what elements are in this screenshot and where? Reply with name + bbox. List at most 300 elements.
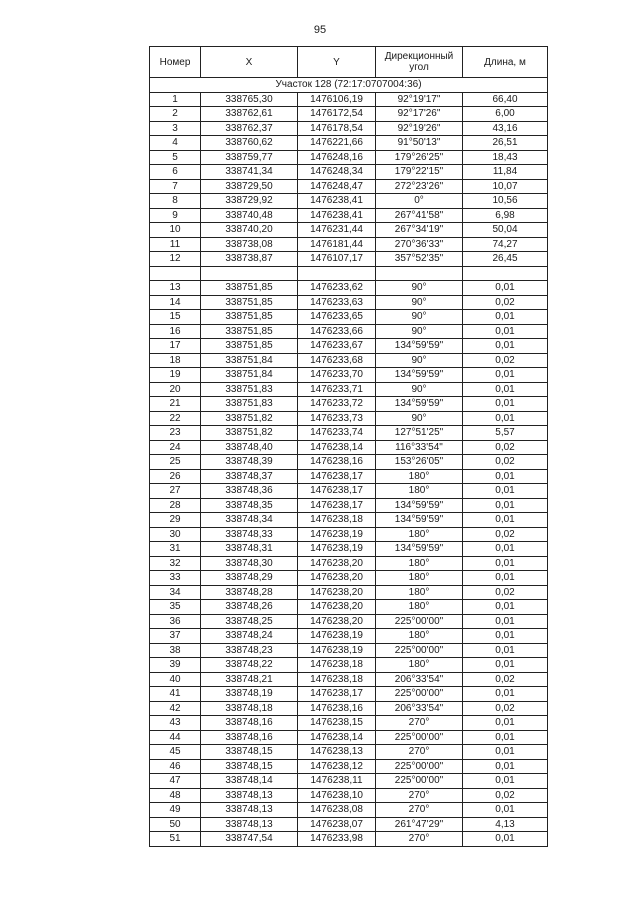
table-row — [150, 223, 548, 238]
cell-x: 338748,16 — [201, 716, 298, 731]
cell-length: 26,45 — [463, 252, 548, 267]
cell-length: 18,43 — [463, 150, 548, 165]
cell-direction: 180° — [376, 571, 463, 586]
table-row — [150, 353, 548, 368]
header-number: Номер — [150, 47, 201, 78]
cell-direction: 270° — [376, 716, 463, 731]
cell-number: 1 — [150, 92, 201, 107]
cell-number: 3 — [150, 121, 201, 136]
cell-y: 1476238,07 — [298, 817, 376, 832]
cell-direction: 270° — [376, 803, 463, 818]
cell-length: 0,01 — [463, 600, 548, 615]
cell-x: 338729,92 — [201, 194, 298, 209]
table-body — [150, 78, 548, 847]
cell-y: 1476233,66 — [298, 324, 376, 339]
cell-length: 0,01 — [463, 513, 548, 528]
header-y: Y — [298, 47, 376, 78]
table-row — [150, 339, 548, 354]
cell-x: 338747,54 — [201, 832, 298, 847]
cell-direction: 92°19'26" — [376, 121, 463, 136]
cell-direction: 180° — [376, 629, 463, 644]
table-row — [150, 600, 548, 615]
cell-y: 1476238,18 — [298, 513, 376, 528]
cell-direction: 0° — [376, 194, 463, 209]
table-row — [150, 136, 548, 151]
cell-number: 32 — [150, 556, 201, 571]
cell-direction: 225°00'00" — [376, 774, 463, 789]
cell-y: 1476238,17 — [298, 687, 376, 702]
cell-number: 20 — [150, 382, 201, 397]
cell-y: 1476248,16 — [298, 150, 376, 165]
separator-row — [150, 266, 548, 281]
cell-x: 338751,85 — [201, 310, 298, 325]
cell-direction: 127°51'25" — [376, 426, 463, 441]
empty-cell — [463, 266, 548, 281]
cell-number: 12 — [150, 252, 201, 267]
cell-x: 338748,26 — [201, 600, 298, 615]
cell-y: 1476238,19 — [298, 527, 376, 542]
cell-number: 46 — [150, 759, 201, 774]
cell-x: 338751,83 — [201, 397, 298, 412]
table-row — [150, 165, 548, 180]
cell-length: 4,13 — [463, 817, 548, 832]
cell-direction: 90° — [376, 411, 463, 426]
cell-x: 338738,87 — [201, 252, 298, 267]
cell-y: 1476238,20 — [298, 556, 376, 571]
table-row — [150, 397, 548, 412]
table-row — [150, 310, 548, 325]
cell-number: 8 — [150, 194, 201, 209]
table-row — [150, 281, 548, 296]
cell-number: 44 — [150, 730, 201, 745]
cell-direction: 90° — [376, 353, 463, 368]
table-row — [150, 107, 548, 122]
cell-length: 0,01 — [463, 556, 548, 571]
cell-length: 0,01 — [463, 469, 548, 484]
table-row — [150, 556, 548, 571]
cell-direction: 134°59'59" — [376, 498, 463, 513]
cell-y: 1476238,12 — [298, 759, 376, 774]
cell-x: 338729,50 — [201, 179, 298, 194]
cell-y: 1476238,20 — [298, 614, 376, 629]
cell-y: 1476238,14 — [298, 730, 376, 745]
header-length: Длина, м — [463, 47, 548, 78]
cell-length: 0,01 — [463, 730, 548, 745]
cell-length: 11,84 — [463, 165, 548, 180]
table-row — [150, 571, 548, 586]
cell-y: 1476238,41 — [298, 194, 376, 209]
table-row — [150, 585, 548, 600]
cell-direction: 270° — [376, 788, 463, 803]
cell-length: 10,07 — [463, 179, 548, 194]
cell-y: 1476238,19 — [298, 643, 376, 658]
coordinates-table — [149, 46, 548, 847]
cell-x: 338748,24 — [201, 629, 298, 644]
cell-x: 338740,20 — [201, 223, 298, 238]
cell-direction: 91°50'13" — [376, 136, 463, 151]
cell-direction: 270° — [376, 745, 463, 760]
table-row — [150, 150, 548, 165]
cell-direction: 206°33'54" — [376, 701, 463, 716]
cell-y: 1476172,54 — [298, 107, 376, 122]
cell-x: 338751,83 — [201, 382, 298, 397]
empty-cell — [298, 266, 376, 281]
cell-number: 25 — [150, 455, 201, 470]
cell-length: 74,27 — [463, 237, 548, 252]
cell-y: 1476233,63 — [298, 295, 376, 310]
table-row — [150, 194, 548, 209]
cell-length: 0,01 — [463, 832, 548, 847]
cell-y: 1476238,14 — [298, 440, 376, 455]
cell-x: 338762,37 — [201, 121, 298, 136]
cell-x: 338751,85 — [201, 339, 298, 354]
table-row — [150, 179, 548, 194]
cell-y: 1476231,44 — [298, 223, 376, 238]
cell-x: 338751,85 — [201, 281, 298, 296]
cell-length: 0,02 — [463, 672, 548, 687]
cell-x: 338751,82 — [201, 426, 298, 441]
cell-y: 1476233,70 — [298, 368, 376, 383]
cell-length: 0,02 — [463, 701, 548, 716]
table-row — [150, 368, 548, 383]
cell-y: 1476238,11 — [298, 774, 376, 789]
cell-length: 0,01 — [463, 571, 548, 586]
cell-length: 6,98 — [463, 208, 548, 223]
cell-number: 10 — [150, 223, 201, 238]
cell-x: 338738,08 — [201, 237, 298, 252]
cell-number: 26 — [150, 469, 201, 484]
cell-number: 7 — [150, 179, 201, 194]
table-row — [150, 701, 548, 716]
cell-number: 39 — [150, 658, 201, 673]
cell-y: 1476233,65 — [298, 310, 376, 325]
cell-direction: 179°22'15" — [376, 165, 463, 180]
table-row — [150, 774, 548, 789]
cell-number: 15 — [150, 310, 201, 325]
table-row — [150, 92, 548, 107]
table-row — [150, 542, 548, 557]
cell-y: 1476106,19 — [298, 92, 376, 107]
cell-x: 338748,22 — [201, 658, 298, 673]
cell-number: 16 — [150, 324, 201, 339]
cell-length: 0,01 — [463, 643, 548, 658]
table-row — [150, 658, 548, 673]
cell-x: 338748,25 — [201, 614, 298, 629]
cell-length: 0,01 — [463, 411, 548, 426]
cell-number: 24 — [150, 440, 201, 455]
cell-x: 338759,77 — [201, 150, 298, 165]
cell-length: 0,02 — [463, 788, 548, 803]
cell-y: 1476238,20 — [298, 571, 376, 586]
cell-y: 1476238,13 — [298, 745, 376, 760]
cell-direction: 90° — [376, 310, 463, 325]
cell-y: 1476233,74 — [298, 426, 376, 441]
cell-direction: 90° — [376, 382, 463, 397]
cell-direction: 180° — [376, 585, 463, 600]
table-row — [150, 324, 548, 339]
cell-number: 11 — [150, 237, 201, 252]
cell-x: 338748,23 — [201, 643, 298, 658]
cell-y: 1476233,72 — [298, 397, 376, 412]
cell-number: 41 — [150, 687, 201, 702]
table-row — [150, 411, 548, 426]
cell-y: 1476233,71 — [298, 382, 376, 397]
table-row — [150, 252, 548, 267]
cell-y: 1476233,73 — [298, 411, 376, 426]
table-row — [150, 484, 548, 499]
cell-direction: 272°23'26" — [376, 179, 463, 194]
table-row — [150, 208, 548, 223]
cell-number: 49 — [150, 803, 201, 818]
cell-y: 1476238,19 — [298, 542, 376, 557]
cell-x: 338741,34 — [201, 165, 298, 180]
cell-direction: 270° — [376, 832, 463, 847]
header-row — [150, 47, 548, 78]
cell-number: 27 — [150, 484, 201, 499]
cell-length: 0,01 — [463, 281, 548, 296]
cell-length: 0,01 — [463, 658, 548, 673]
cell-number: 48 — [150, 788, 201, 803]
cell-direction: 180° — [376, 600, 463, 615]
cell-direction: 90° — [376, 281, 463, 296]
cell-x: 338751,84 — [201, 353, 298, 368]
cell-number: 35 — [150, 600, 201, 615]
cell-length: 0,02 — [463, 295, 548, 310]
cell-number: 6 — [150, 165, 201, 180]
table-row — [150, 716, 548, 731]
cell-y: 1476248,34 — [298, 165, 376, 180]
cell-direction: 267°41'58" — [376, 208, 463, 223]
cell-length: 26,51 — [463, 136, 548, 151]
cell-direction: 180° — [376, 658, 463, 673]
cell-length: 0,01 — [463, 774, 548, 789]
cell-direction: 90° — [376, 324, 463, 339]
cell-direction: 206°33'54" — [376, 672, 463, 687]
cell-direction: 180° — [376, 527, 463, 542]
cell-length: 0,01 — [463, 687, 548, 702]
cell-x: 338748,30 — [201, 556, 298, 571]
cell-x: 338740,48 — [201, 208, 298, 223]
cell-direction: 270°36'33" — [376, 237, 463, 252]
cell-y: 1476221,66 — [298, 136, 376, 151]
cell-x: 338748,34 — [201, 513, 298, 528]
cell-number: 19 — [150, 368, 201, 383]
table-row — [150, 803, 548, 818]
cell-y: 1476181,44 — [298, 237, 376, 252]
cell-number: 34 — [150, 585, 201, 600]
empty-cell — [201, 266, 298, 281]
cell-number: 33 — [150, 571, 201, 586]
header-x: X — [201, 47, 298, 78]
cell-x: 338748,18 — [201, 701, 298, 716]
cell-x: 338748,15 — [201, 745, 298, 760]
cell-x: 338748,13 — [201, 803, 298, 818]
page-number: 95 — [313, 24, 327, 36]
table-row — [150, 745, 548, 760]
cell-y: 1476238,20 — [298, 600, 376, 615]
cell-number: 42 — [150, 701, 201, 716]
cell-length: 0,01 — [463, 629, 548, 644]
cell-number: 37 — [150, 629, 201, 644]
cell-x: 338748,36 — [201, 484, 298, 499]
cell-y: 1476238,16 — [298, 701, 376, 716]
cell-number: 23 — [150, 426, 201, 441]
cell-x: 338748,13 — [201, 788, 298, 803]
cell-direction: 116°33'54" — [376, 440, 463, 455]
cell-direction: 153°26'05" — [376, 455, 463, 470]
table-row — [150, 788, 548, 803]
cell-x: 338748,16 — [201, 730, 298, 745]
cell-y: 1476238,15 — [298, 716, 376, 731]
empty-cell — [150, 266, 201, 281]
cell-length: 0,02 — [463, 455, 548, 470]
cell-x: 338748,35 — [201, 498, 298, 513]
cell-direction: 134°59'59" — [376, 513, 463, 528]
cell-x: 338748,28 — [201, 585, 298, 600]
cell-direction: 134°59'59" — [376, 339, 463, 354]
cell-length: 0,01 — [463, 542, 548, 557]
cell-x: 338748,39 — [201, 455, 298, 470]
cell-length: 0,01 — [463, 498, 548, 513]
cell-length: 10,56 — [463, 194, 548, 209]
cell-direction: 180° — [376, 484, 463, 499]
cell-number: 40 — [150, 672, 201, 687]
cell-length: 0,01 — [463, 759, 548, 774]
section-row — [150, 78, 548, 93]
cell-direction: 134°59'59" — [376, 368, 463, 383]
table-row — [150, 832, 548, 847]
cell-y: 1476238,16 — [298, 455, 376, 470]
cell-y: 1476233,68 — [298, 353, 376, 368]
cell-length: 0,01 — [463, 339, 548, 354]
cell-y: 1476107,17 — [298, 252, 376, 267]
cell-length: 6,00 — [463, 107, 548, 122]
cell-y: 1476238,17 — [298, 484, 376, 499]
table-row — [150, 643, 548, 658]
cell-x: 338748,40 — [201, 440, 298, 455]
cell-direction: 225°00'00" — [376, 687, 463, 702]
cell-length: 66,40 — [463, 92, 548, 107]
cell-length: 43,16 — [463, 121, 548, 136]
table-row — [150, 469, 548, 484]
cell-number: 18 — [150, 353, 201, 368]
cell-x: 338748,14 — [201, 774, 298, 789]
cell-direction: 179°26'25" — [376, 150, 463, 165]
cell-number: 9 — [150, 208, 201, 223]
cell-number: 2 — [150, 107, 201, 122]
cell-x: 338748,33 — [201, 527, 298, 542]
cell-y: 1476238,18 — [298, 658, 376, 673]
cell-y: 1476233,98 — [298, 832, 376, 847]
cell-y: 1476238,18 — [298, 672, 376, 687]
cell-number: 28 — [150, 498, 201, 513]
section-title: Участок 128 (72:17:0707004:36) — [150, 78, 548, 93]
cell-y: 1476238,10 — [298, 788, 376, 803]
cell-x: 338762,61 — [201, 107, 298, 122]
cell-number: 47 — [150, 774, 201, 789]
table-row — [150, 527, 548, 542]
cell-number: 43 — [150, 716, 201, 731]
cell-length: 0,01 — [463, 324, 548, 339]
cell-y: 1476238,17 — [298, 469, 376, 484]
table-row — [150, 817, 548, 832]
cell-x: 338748,15 — [201, 759, 298, 774]
cell-direction: 357°52'35" — [376, 252, 463, 267]
cell-number: 31 — [150, 542, 201, 557]
cell-number: 36 — [150, 614, 201, 629]
cell-direction: 92°19'17" — [376, 92, 463, 107]
cell-length: 5,57 — [463, 426, 548, 441]
header-direction-angle: Дирекционный угол — [376, 47, 463, 78]
cell-direction: 225°00'00" — [376, 730, 463, 745]
table-row — [150, 295, 548, 310]
cell-y: 1476178,54 — [298, 121, 376, 136]
cell-x: 338748,21 — [201, 672, 298, 687]
cell-x: 338748,13 — [201, 817, 298, 832]
cell-x: 338748,19 — [201, 687, 298, 702]
cell-y: 1476238,19 — [298, 629, 376, 644]
cell-length: 0,01 — [463, 803, 548, 818]
cell-x: 338751,84 — [201, 368, 298, 383]
cell-direction: 180° — [376, 556, 463, 571]
cell-y: 1476238,41 — [298, 208, 376, 223]
cell-direction: 225°00'00" — [376, 759, 463, 774]
table-row — [150, 498, 548, 513]
cell-y: 1476233,67 — [298, 339, 376, 354]
cell-length: 50,04 — [463, 223, 548, 238]
cell-y: 1476238,08 — [298, 803, 376, 818]
cell-number: 14 — [150, 295, 201, 310]
empty-cell — [376, 266, 463, 281]
table-row — [150, 513, 548, 528]
cell-direction: 180° — [376, 469, 463, 484]
cell-x: 338748,31 — [201, 542, 298, 557]
cell-x: 338765,30 — [201, 92, 298, 107]
cell-y: 1476233,62 — [298, 281, 376, 296]
cell-number: 50 — [150, 817, 201, 832]
cell-x: 338760,62 — [201, 136, 298, 151]
cell-y: 1476238,17 — [298, 498, 376, 513]
cell-length: 0,01 — [463, 716, 548, 731]
table-row — [150, 687, 548, 702]
cell-number: 29 — [150, 513, 201, 528]
cell-length: 0,01 — [463, 484, 548, 499]
table-row — [150, 426, 548, 441]
table-row — [150, 237, 548, 252]
cell-direction: 92°17'26" — [376, 107, 463, 122]
cell-length: 0,01 — [463, 397, 548, 412]
cell-number: 17 — [150, 339, 201, 354]
cell-x: 338751,85 — [201, 324, 298, 339]
cell-length: 0,01 — [463, 310, 548, 325]
cell-direction: 267°34'19" — [376, 223, 463, 238]
cell-length: 0,01 — [463, 745, 548, 760]
cell-number: 22 — [150, 411, 201, 426]
cell-direction: 134°59'59" — [376, 542, 463, 557]
cell-length: 0,01 — [463, 382, 548, 397]
cell-direction: 134°59'59" — [376, 397, 463, 412]
table-row — [150, 382, 548, 397]
cell-direction: 225°00'00" — [376, 643, 463, 658]
cell-y: 1476248,47 — [298, 179, 376, 194]
cell-number: 21 — [150, 397, 201, 412]
table-row — [150, 455, 548, 470]
cell-length: 0,02 — [463, 440, 548, 455]
table-row — [150, 614, 548, 629]
cell-y: 1476238,20 — [298, 585, 376, 600]
cell-number: 51 — [150, 832, 201, 847]
cell-length: 0,02 — [463, 585, 548, 600]
